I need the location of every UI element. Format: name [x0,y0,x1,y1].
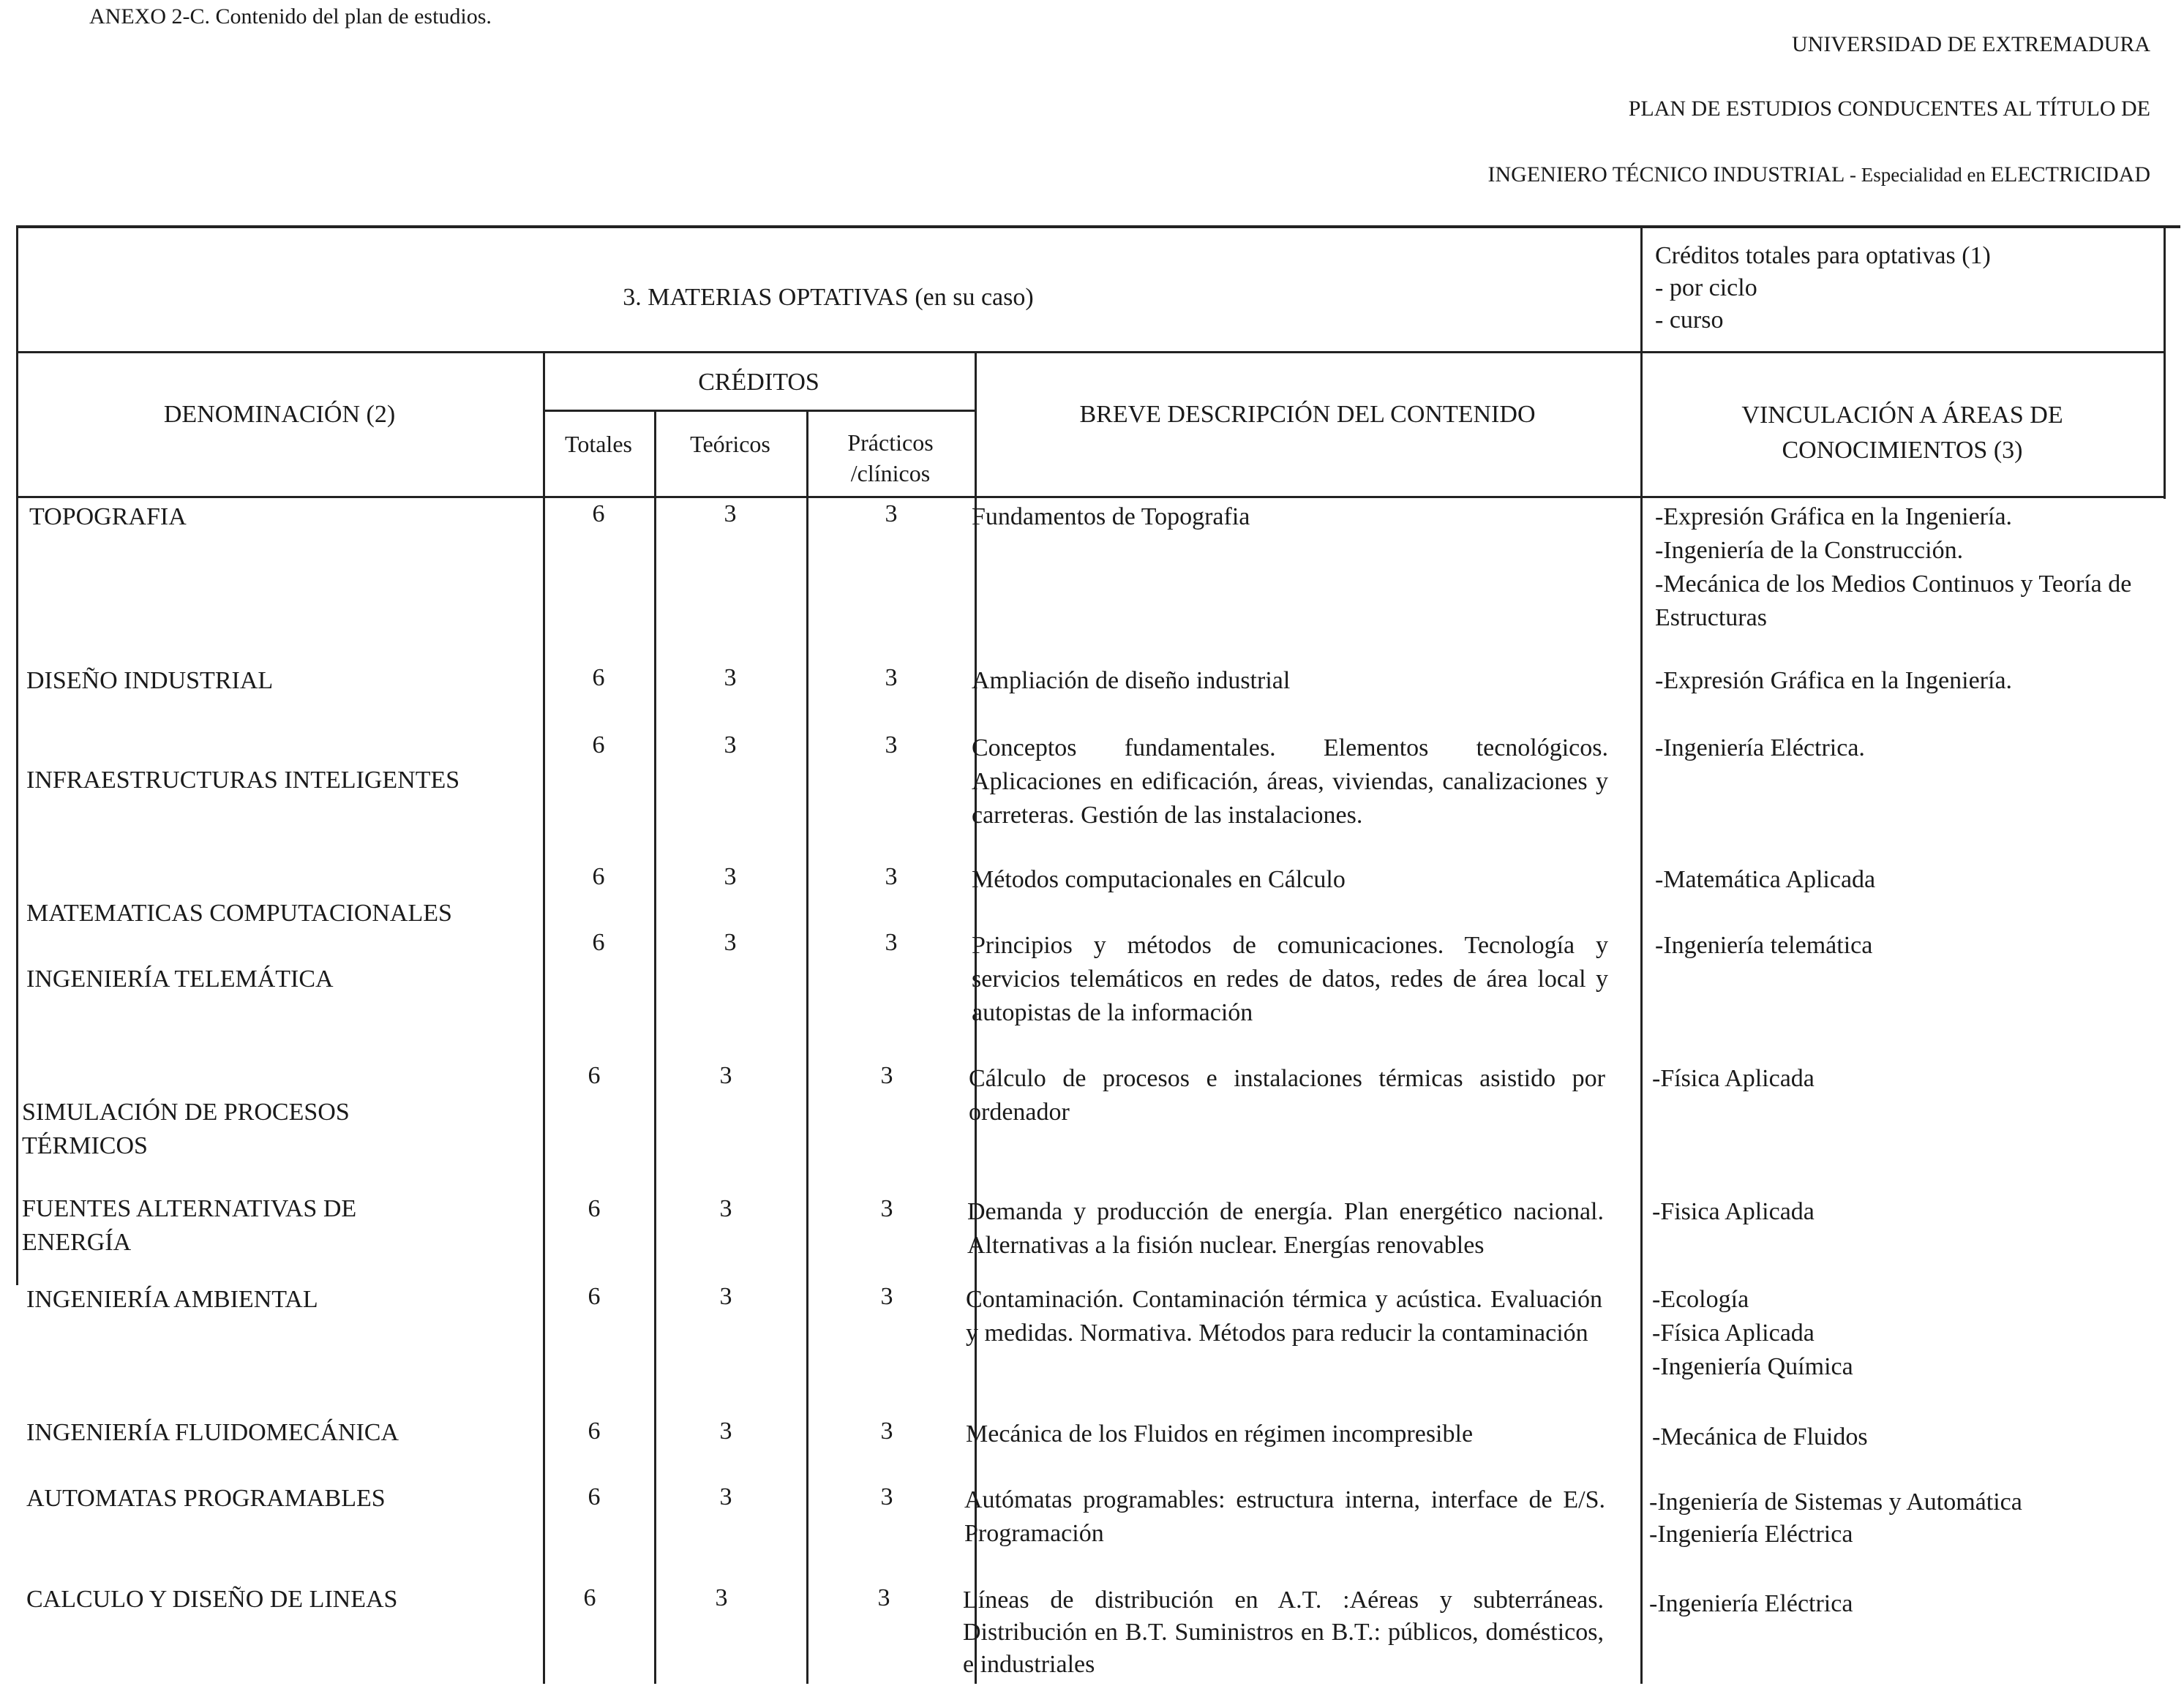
row-areas [1649,1486,2161,1551]
row-name-line: CALCULO Y DISEÑO DE LINEAS [26,1586,398,1613]
row-name-line: TOPOGRAFIA [29,503,187,530]
row-areas [1652,1195,2164,1229]
row-name-line: INFRAESTRUCTURAS INTELIGENTES [26,767,460,794]
row-totales: 6 [592,863,605,890]
row-area: -Ecología [1652,1286,1749,1313]
row-practicos: 3 [880,1283,893,1310]
row-practicos: 3 [885,929,898,956]
row-name [26,664,531,698]
row-name-line: DISEÑO INDUSTRIAL [26,667,274,694]
row-name-line: SIMULACIÓN DE PROCESOS [22,1099,350,1126]
plan-title: PLAN DE ESTUDIOS CONDUCENTES AL TÍTULO DE [1628,97,2150,121]
row-name-line: INGENIERÍA AMBIENTAL [26,1286,318,1313]
row-area: -Fisica Aplicada [1652,1198,1815,1225]
row-area: -Ingeniería Eléctrica [1649,1521,1853,1548]
row-practicos: 3 [880,1483,893,1510]
row-name [22,1192,527,1260]
row-name-line: INGENIERÍA FLUIDOMECÁNICA [26,1419,399,1446]
row-practicos: 3 [885,863,898,890]
row-areas [1649,1587,2161,1621]
row-name-line: ENERGÍA [22,1229,132,1256]
credits-info-line: - curso [1655,306,1724,334]
col-header-vinculacion [1640,398,2164,468]
row-name-line: AUTOMATAS PROGRAMABLES [26,1485,386,1512]
row-area: -Ingeniería de la Construcción. [1655,537,1964,564]
col-header-denominacion: DENOMINACIÓN (2) [163,401,396,428]
col-header-totales: Totales [565,431,632,457]
curriculum-table [16,225,2180,1687]
row-teoricos: 3 [724,500,737,527]
section-title: 3. MATERIAS OPTATIVAS (en su caso) [623,284,1034,311]
row-area: -Ingeniería telemática [1655,932,1873,959]
degree-title [1488,162,2150,187]
row-name [29,500,534,534]
row-name [26,897,531,930]
col-header-creditos: CRÉDITOS [698,369,819,396]
row-practicos: 3 [880,1195,893,1222]
header-bottom-rule [16,496,2166,498]
row-area: -Ingeniería Química [1652,1353,1853,1380]
row-teoricos: 3 [719,1483,732,1510]
row-area: -Ingeniería Eléctrica. [1655,734,1865,761]
row-totales: 6 [592,731,605,759]
credits-info-line: - por ciclo [1655,274,1757,301]
row-area: -Expresión Gráfica en la Ingeniería. [1655,667,2013,694]
row-practicos: 3 [880,1418,893,1445]
row-areas [1655,731,2167,765]
row-areas [1655,929,2167,963]
header-divider [16,351,2166,353]
row-area: -Ingeniería Eléctrica [1649,1590,1853,1617]
row-area: -Mecánica de los Medios Continuos y Teoría de Estructuras [1655,571,2132,631]
col-header-practicos [806,427,975,489]
row-description: Contaminación. Contaminación térmica y acústica. Evaluación y medidas. Normativa. Métodos para reducir la contaminación [966,1286,1602,1347]
row-totales: 6 [592,929,605,956]
col-header-vinculacion-line2: CONOCIMIENTOS (3) [1782,437,2023,464]
row-practicos: 3 [885,664,898,691]
row-areas [1655,664,2167,698]
col-sep-totales [654,410,656,1684]
degree-main: INGENIERO TÉCNICO INDUSTRIAL [1487,162,1845,187]
degree-field: ELECTRICIDAD [1990,162,2150,187]
col-header-teoricos: Teóricos [690,431,770,457]
row-name-line: FUENTES ALTERNATIVAS DE [22,1195,357,1222]
col-sep-name [543,351,545,1684]
row-name-line: INGENIERÍA TELEMÁTICA [26,966,334,993]
row-name [26,1482,531,1516]
row-name [26,1416,531,1450]
annex-title: ANEXO 2-C. Contenido del plan de estudios. [89,4,492,29]
credits-info-line: Créditos totales para optativas (1) [1655,242,1991,269]
row-totales: 6 [592,500,605,527]
row-teoricos: 3 [724,731,737,759]
row-area: -Física Aplicada [1652,1065,1815,1092]
col-header-practicos-line2: /clínicos [850,460,931,486]
row-teoricos: 3 [724,863,737,890]
row-totales: 6 [583,1584,596,1611]
row-practicos: 3 [885,731,898,759]
row-area: -Ingeniería de Sistemas y Automática [1649,1488,2022,1516]
row-name [26,963,531,996]
row-teoricos: 3 [724,929,737,956]
row-totales: 6 [588,1483,601,1510]
row-description: Líneas de distribución en A.T. :Aéreas y subterráneas. Distribución en B.T. Suministros en B.T.: públicos, domésticos, e industriales [963,1587,1604,1678]
row-totales: 6 [588,1283,601,1310]
row-description: Fundamentos de Topografia [972,503,1250,530]
row-name-line: MATEMATICAS COMPUTACIONALES [26,900,452,927]
col-sep-teoricos [806,410,808,1684]
row-area: -Física Aplicada [1652,1320,1815,1347]
row-name [26,764,531,797]
row-practicos: 3 [877,1584,890,1611]
row-teoricos: 3 [719,1283,732,1310]
row-areas [1655,863,2167,897]
row-teoricos: 3 [719,1418,732,1445]
row-name [26,1583,531,1616]
col-header-descripcion: BREVE DESCRIPCIÓN DEL CONTENIDO [1079,401,1536,428]
row-description: Conceptos fundamentales. Elementos tecnológicos. Aplicaciones en edificación, áreas, viviendas, canalizaciones y carreteras. Gestión de las instalaciones. [972,734,1608,829]
col-header-practicos-line1: Prácticos [847,429,934,456]
row-areas [1655,500,2167,635]
col-header-vinculacion-line1: VINCULACIÓN A ÁREAS DE [1741,402,2063,429]
row-totales: 6 [588,1418,601,1445]
row-description: Métodos computacionales en Cálculo [972,866,1346,893]
row-areas [1652,1062,2164,1096]
row-totales: 6 [592,664,605,691]
credits-info [1655,240,2160,336]
row-practicos: 3 [885,500,898,527]
row-area: -Expresión Gráfica en la Ingeniería. [1655,503,2013,530]
row-name [26,1283,531,1317]
row-teoricos: 3 [719,1195,732,1222]
row-description: Demanda y producción de energía. Plan energético nacional. Alternativas a la fisión nuclear. Energías renovables [967,1198,1604,1259]
row-description: Cálculo de procesos e instalaciones térmicas asistido por ordenador [969,1065,1605,1126]
row-description: Principios y métodos de comunicaciones. Tecnología y servicios telemáticos en redes de datos, redes de área local y autopistas de la información [972,932,1608,1026]
row-name [22,1096,527,1163]
university-name: UNIVERSIDAD DE EXTREMADURA [1792,32,2150,56]
row-teoricos: 3 [724,664,737,691]
row-area: -Matemática Aplicada [1655,866,1876,893]
row-totales: 6 [588,1195,601,1222]
degree-specialty-label: - Especialidad en [1845,164,1991,186]
row-teoricos: 3 [719,1062,732,1089]
table-left-border [16,228,18,1285]
row-description: Ampliación de diseño industrial [972,667,1291,694]
row-totales: 6 [588,1062,601,1089]
row-practicos: 3 [880,1062,893,1089]
row-name-line: TÉRMICOS [22,1132,148,1159]
row-areas [1652,1283,2164,1384]
credits-divider [543,410,975,412]
row-area: -Mecánica de Fluidos [1652,1423,1868,1450]
row-description: Autómatas programables: estructura interna, interface de E/S. Programación [964,1486,1605,1547]
row-areas [1652,1420,2164,1454]
row-teoricos: 3 [715,1584,728,1611]
row-description: Mecánica de los Fluidos en régimen incompresible [966,1420,1474,1448]
